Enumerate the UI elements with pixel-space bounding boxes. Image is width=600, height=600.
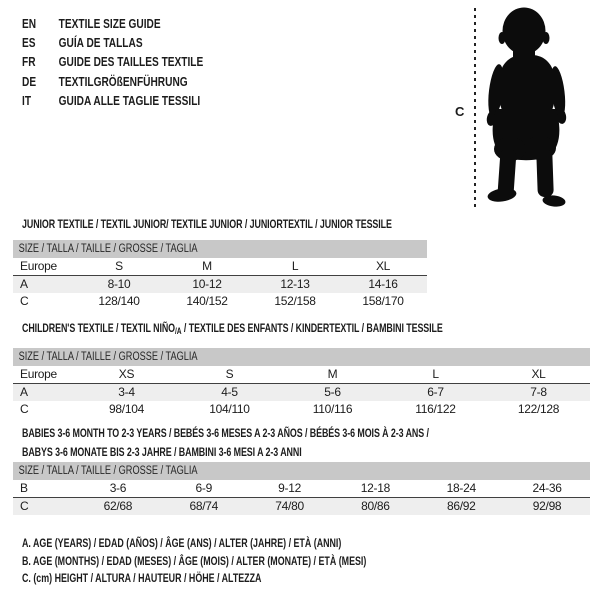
table-cell: 74/80	[275, 499, 304, 513]
title-text: BABYS 3-6 MONATE BIS 2-3 JAHRE / BAMBINI 3-6 MESI A 2-3 ANNI	[22, 445, 302, 459]
table-row-c	[13, 401, 590, 418]
section-junior-textile	[0, 218, 600, 310]
section-title	[22, 322, 450, 338]
table-cell: 4-5	[221, 385, 238, 399]
children-size-table	[13, 348, 590, 418]
table-row-c	[13, 498, 590, 515]
language-row	[22, 33, 203, 52]
title-text: BABIES 3-6 MONTH TO 2-3 YEARS / BEBÉS 3-6 MESES A 2-3 AÑOS / BÉBÉS 3-6 MOIS À 2-3 ANS /	[22, 426, 429, 440]
table-body	[13, 480, 590, 515]
table-cell: 6-9	[195, 481, 212, 495]
table-cell: 104/110	[209, 402, 250, 416]
section-title-line	[22, 443, 450, 462]
table-row-europe	[13, 258, 427, 276]
size-header-bar	[13, 462, 590, 480]
row-label: Europe	[20, 259, 57, 273]
baby-silhouette-icon	[480, 5, 572, 211]
footnote: A. AGE (YEARS) / EDAD (AÑOS) / ÂGE (ANS) / ALTER (JAHRE) / ETÀ (ANNI)	[22, 536, 342, 550]
table-row-c	[13, 293, 427, 310]
table-cell: XL	[531, 367, 546, 381]
row-label: A	[20, 277, 28, 291]
language-code: DE	[22, 73, 37, 89]
table-cell: 14-16	[368, 277, 398, 291]
language-row	[22, 14, 203, 33]
table-cell: 158/170	[362, 294, 404, 308]
table-cell: L	[432, 367, 439, 381]
table-cell: 152/158	[274, 294, 316, 308]
table-cell: 128/140	[98, 294, 140, 308]
table-cell: 62/68	[103, 499, 133, 513]
table-body	[13, 258, 427, 310]
table-row-b	[13, 480, 590, 498]
title-text: CHILDREN'S TEXTILE / TEXTIL NIÑO	[22, 321, 176, 335]
size-header-text: SIZE / TALLA / TAILLE / GRÖSSE / TAGLIA	[18, 465, 198, 477]
table-cell: 92/98	[532, 499, 562, 513]
table-cell: 18-24	[446, 481, 476, 495]
table-cell: S	[115, 259, 123, 273]
table-cell: 3-6	[109, 481, 127, 495]
row-label: C	[20, 499, 29, 513]
section-title	[22, 424, 450, 462]
table-row-a	[13, 276, 427, 293]
table-cell: XS	[118, 367, 135, 381]
table-row-europe	[13, 366, 590, 384]
size-header-text: SIZE / TALLA / TAILLE / GRÖSSE / TAGLIA	[18, 351, 198, 363]
table-cell: 24-36	[532, 481, 562, 495]
section-title	[22, 218, 450, 231]
row-label: C	[20, 402, 29, 416]
table-cell: XL	[375, 259, 391, 273]
language-row	[22, 72, 203, 91]
language-title-list	[22, 14, 203, 110]
section-children-textile	[0, 322, 600, 418]
table-cell: 122/128	[517, 402, 560, 416]
table-body	[13, 366, 590, 418]
row-label: B	[20, 481, 28, 495]
table-cell: M	[202, 259, 212, 273]
table-cell: 5-6	[324, 385, 341, 399]
footnote-legend	[22, 535, 366, 588]
junior-size-table	[13, 240, 427, 310]
language-row	[22, 91, 203, 110]
table-cell: 9-12	[278, 481, 301, 495]
table-cell: 110/116	[312, 402, 353, 416]
size-header-bar	[13, 240, 427, 258]
table-cell: 8-10	[107, 277, 131, 291]
language-code: IT	[22, 92, 32, 108]
babies-size-table	[13, 462, 590, 515]
language-code: FR	[22, 54, 36, 70]
table-cell: M	[327, 367, 338, 381]
section-title-line	[22, 424, 450, 443]
size-header-text: SIZE / TALLA / TAILLE / GRÖSSE / TAGLIA	[18, 243, 198, 255]
table-cell: S	[225, 367, 234, 381]
table-cell: 12-18	[360, 481, 390, 495]
language-title: GUIDE DES TAILLES TEXTILE	[58, 54, 204, 70]
language-code: ES	[22, 35, 36, 51]
footnote: C. (cm) HEIGHT / ALTURA / HAUTEUR / HÖHE / ALTEZZA	[22, 571, 262, 585]
row-label: A	[20, 385, 28, 399]
table-cell: 6-7	[427, 385, 444, 399]
table-row-a	[13, 384, 590, 401]
table-cell: 116/122	[415, 402, 456, 416]
table-cell: 68/74	[189, 499, 218, 513]
language-title: TEXTILGRÖßENFÜHRUNG	[58, 73, 188, 89]
footnote: B. AGE (MONTHS) / EDAD (MESES) / ÂGE (MOIS) / ALTER (MONATE) / ETÀ (MESI)	[22, 553, 367, 568]
section-title-line	[22, 322, 450, 338]
table-cell: 140/152	[186, 294, 228, 308]
language-title: GUIDA ALLE TAGLIE TESSILI	[58, 92, 201, 108]
table-cell: 12-13	[280, 277, 310, 291]
language-code: EN	[22, 16, 37, 31]
table-cell: 3-4	[118, 385, 135, 399]
table-cell: 98/104	[109, 402, 144, 416]
language-row	[22, 52, 203, 71]
size-header-bar	[13, 348, 590, 366]
table-cell: 86/92	[446, 499, 476, 513]
table-cell: 80/86	[361, 499, 390, 513]
height-c-label: C	[455, 104, 465, 119]
language-title: GUÍA DE TALLAS	[58, 35, 143, 51]
height-measure-dotted-line	[474, 8, 476, 207]
table-cell: 10-12	[192, 277, 222, 291]
subscript-text: /A	[175, 326, 182, 336]
row-label: Europe	[20, 367, 57, 381]
language-title: TEXTILE SIZE GUIDE	[58, 16, 161, 31]
section-title-line	[22, 218, 450, 231]
row-label: C	[20, 294, 29, 308]
title-text: JUNIOR TEXTILE / TEXTIL JUNIOR/ TEXTILE JUNIOR / JUNIORTEXTIL / JUNIOR TESSILE	[22, 217, 392, 231]
title-text: / TEXTILE DES ENFANTS / KINDERTEXTIL / BAMBINI TESSILE	[181, 321, 443, 335]
table-cell: 7-8	[530, 385, 547, 399]
section-babies-textile	[0, 424, 600, 515]
table-cell: L	[291, 259, 299, 273]
